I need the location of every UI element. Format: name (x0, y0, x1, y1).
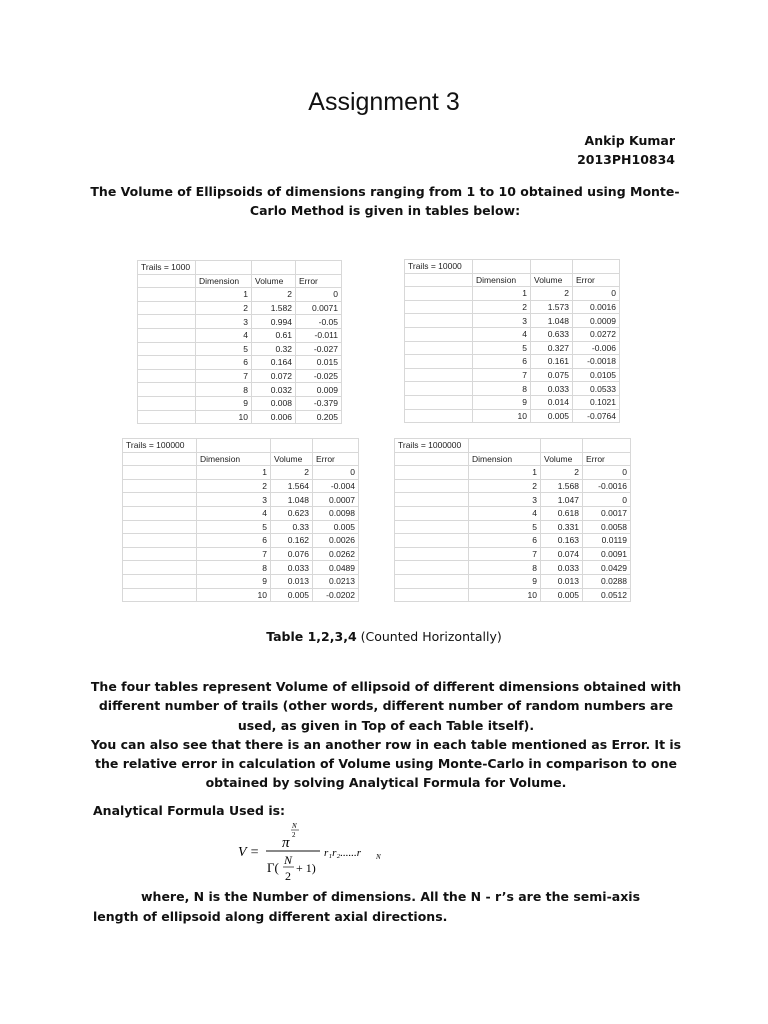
author-name: Ankip Kumar (584, 133, 675, 148)
empty-cell (123, 479, 197, 493)
table-row (138, 328, 342, 342)
table-row (138, 369, 342, 383)
dimension-cell: 8 (469, 561, 541, 575)
volume-cell: 0.005 (271, 588, 313, 602)
error-cell: 0.0489 (313, 561, 359, 575)
volume-cell: 0.013 (541, 574, 583, 588)
empty-cell (296, 261, 342, 275)
volume-cell: 0.005 (541, 588, 583, 602)
column-header: Dimension (196, 274, 252, 288)
volume-cell: 1.568 (541, 479, 583, 493)
dimension-cell: 7 (473, 368, 531, 382)
error-cell: 0.205 (296, 410, 342, 424)
volume-cell: 2 (531, 287, 573, 301)
empty-cell (405, 273, 473, 287)
dimension-cell: 3 (196, 315, 252, 329)
empty-cell (138, 342, 196, 356)
empty-cell (405, 300, 473, 314)
dimension-cell: 5 (197, 520, 271, 534)
trails-label: Trails = 1000 (138, 261, 196, 275)
error-cell: 0.1021 (573, 395, 620, 409)
volume-cell: 0.074 (541, 547, 583, 561)
error-cell: 0.0017 (583, 506, 631, 520)
empty-cell (405, 382, 473, 396)
dimension-cell: 8 (473, 382, 531, 396)
table-row (138, 410, 342, 424)
dimension-cell: 6 (469, 534, 541, 548)
column-header: Dimension (473, 273, 531, 287)
volume-cell: 2 (252, 288, 296, 302)
dimension-cell: 1 (473, 287, 531, 301)
empty-cell (123, 588, 197, 602)
table-title-row (405, 260, 620, 274)
table-header-row (405, 273, 620, 287)
formula-exp-top: N (292, 822, 297, 830)
volume-cell: 1.048 (271, 493, 313, 507)
error-cell: -0.027 (296, 342, 342, 356)
table-row (123, 534, 359, 548)
formula-product-sub: N (376, 853, 381, 861)
table-caption (0, 629, 768, 644)
empty-cell (583, 439, 631, 453)
volume-cell: 0.162 (271, 534, 313, 548)
table-row (123, 547, 359, 561)
error-cell: 0.0272 (573, 327, 620, 341)
trails-label: Trails = 1000000 (395, 439, 469, 453)
explanation (86, 677, 686, 793)
where-text (93, 887, 683, 927)
volume-cell: 0.013 (271, 574, 313, 588)
volume-cell: 0.033 (531, 382, 573, 396)
dimension-cell: 6 (473, 355, 531, 369)
dimension-cell: 7 (196, 369, 252, 383)
dimension-cell: 4 (473, 327, 531, 341)
table-row (405, 341, 620, 355)
column-header: Volume (531, 273, 573, 287)
dimension-cell: 4 (197, 506, 271, 520)
table-row (395, 493, 631, 507)
empty-cell (138, 328, 196, 342)
volume-cell: 0.331 (541, 520, 583, 534)
table-row (123, 574, 359, 588)
page-title: Assignment 3 (308, 88, 460, 116)
empty-cell (138, 356, 196, 370)
formula-lhs: V = (238, 845, 260, 860)
dimension-cell: 4 (469, 506, 541, 520)
table-row (138, 301, 342, 315)
formula-inner-bottom: 2 (285, 869, 291, 883)
table-trails-10000 (404, 259, 620, 423)
empty-cell (197, 439, 271, 453)
dimension-cell: 1 (469, 466, 541, 480)
dimension-cell: 8 (196, 383, 252, 397)
volume-cell: 0.623 (271, 506, 313, 520)
empty-cell (405, 395, 473, 409)
dimension-cell: 9 (469, 574, 541, 588)
volume-cell: 0.076 (271, 547, 313, 561)
column-header: Volume (541, 452, 583, 466)
table-row (138, 396, 342, 410)
table-row (395, 588, 631, 602)
volume-cell: 0.005 (531, 409, 573, 423)
table-row (138, 342, 342, 356)
dimension-cell: 5 (473, 341, 531, 355)
error-cell: -0.0016 (583, 479, 631, 493)
error-cell: -0.379 (296, 396, 342, 410)
volume-cell: 1.582 (252, 301, 296, 315)
empty-cell (395, 574, 469, 588)
empty-cell (405, 409, 473, 423)
volume-cell: 0.072 (252, 369, 296, 383)
dimension-cell: 6 (197, 534, 271, 548)
empty-cell (123, 520, 197, 534)
error-cell: 0.0098 (313, 506, 359, 520)
volume-cell: 0.008 (252, 396, 296, 410)
empty-cell (395, 547, 469, 561)
caption-rest: (Counted Horizontally) (356, 629, 502, 644)
error-cell: 0.0119 (583, 534, 631, 548)
formula-plus-one: + 1) (296, 861, 316, 875)
dimension-cell: 6 (196, 356, 252, 370)
empty-cell (123, 452, 197, 466)
column-header: Dimension (469, 452, 541, 466)
error-cell: 0.0213 (313, 574, 359, 588)
table-row (395, 520, 631, 534)
empty-cell (138, 301, 196, 315)
empty-cell (395, 520, 469, 534)
error-cell: 0.015 (296, 356, 342, 370)
dimension-cell: 2 (197, 479, 271, 493)
volume-cell: 1.047 (541, 493, 583, 507)
table-row (138, 356, 342, 370)
trails-label: Trails = 100000 (123, 439, 197, 453)
empty-cell (405, 314, 473, 328)
error-cell: 0 (583, 493, 631, 507)
dimension-cell: 9 (196, 396, 252, 410)
error-cell: 0.0262 (313, 547, 359, 561)
volume-cell: 0.033 (271, 561, 313, 575)
volume-cell: 1.573 (531, 300, 573, 314)
table-row (405, 368, 620, 382)
table-row (123, 479, 359, 493)
table-row (395, 574, 631, 588)
table-row (395, 561, 631, 575)
table-row (395, 506, 631, 520)
empty-cell (473, 260, 531, 274)
table-row (405, 355, 620, 369)
error-cell: -0.006 (573, 341, 620, 355)
volume-cell: 0.164 (252, 356, 296, 370)
error-cell: -0.025 (296, 369, 342, 383)
dimension-cell: 3 (469, 493, 541, 507)
dimension-cell: 3 (197, 493, 271, 507)
empty-cell (138, 396, 196, 410)
volume-cell: 0.032 (252, 383, 296, 397)
dimension-cell: 3 (473, 314, 531, 328)
volume-cell: 0.327 (531, 341, 573, 355)
dimension-cell: 10 (469, 588, 541, 602)
table-row (123, 561, 359, 575)
error-cell: 0.0026 (313, 534, 359, 548)
table-trails-1000 (137, 260, 342, 424)
empty-cell (138, 369, 196, 383)
table-trails-1000000 (394, 438, 631, 602)
table-row (405, 287, 620, 301)
error-cell: -0.011 (296, 328, 342, 342)
error-cell: 0.0429 (583, 561, 631, 575)
volume-cell: 1.048 (531, 314, 573, 328)
table-header-row (123, 452, 359, 466)
error-cell: 0.005 (313, 520, 359, 534)
empty-cell (123, 493, 197, 507)
volume-cell: 0.163 (541, 534, 583, 548)
error-cell: -0.0018 (573, 355, 620, 369)
empty-cell (138, 383, 196, 397)
error-cell: 0 (573, 287, 620, 301)
volume-cell: 0.161 (531, 355, 573, 369)
error-cell: 0.0071 (296, 301, 342, 315)
paragraph-1: The four tables represent Volume of ellipsoid of different dimensions obtained with different number of trails (other words, different number of random numbers are used, as given in Top of each Table itself). (90, 679, 682, 733)
trails-label: Trails = 10000 (405, 260, 473, 274)
empty-cell (405, 355, 473, 369)
dimension-cell: 10 (473, 409, 531, 423)
table-row (405, 300, 620, 314)
formula-product: r₁r₂......r (324, 847, 361, 859)
table-row (138, 383, 342, 397)
empty-cell (138, 410, 196, 424)
table-row (138, 315, 342, 329)
dimension-cell: 1 (196, 288, 252, 302)
dimension-cell: 4 (196, 328, 252, 342)
error-cell: 0.0091 (583, 547, 631, 561)
dimension-cell: 2 (196, 301, 252, 315)
dimension-cell: 8 (197, 561, 271, 575)
volume-cell: 0.014 (531, 395, 573, 409)
volume-formula (238, 818, 388, 890)
error-cell: 0.0512 (583, 588, 631, 602)
empty-cell (541, 439, 583, 453)
formula-label: Analytical Formula Used is: (93, 803, 286, 818)
empty-cell (395, 493, 469, 507)
error-cell: 0.0007 (313, 493, 359, 507)
volume-cell: 0.32 (252, 342, 296, 356)
where-sentence: where, N is the Number of dimensions. All the N - r’s are the semi-axis length of ellipsoid along different axial directions. (93, 889, 641, 924)
table-row (123, 520, 359, 534)
table-row (405, 382, 620, 396)
paragraph-2: You can also see that there is an another row in each table mentioned as Error. It is the relative error in calculation of Volume using Monte-Carlo in comparison to one obtained by solving Analytical Formula for Volume. (90, 736, 682, 791)
empty-cell (138, 274, 196, 288)
author-id: 2013PH10834 (577, 152, 675, 167)
volume-cell: 0.618 (541, 506, 583, 520)
dimension-cell: 9 (197, 574, 271, 588)
dimension-cell: 5 (469, 520, 541, 534)
volume-cell: 2 (541, 466, 583, 480)
table-row (395, 479, 631, 493)
empty-cell (123, 574, 197, 588)
dimension-cell: 5 (196, 342, 252, 356)
table-row (395, 534, 631, 548)
column-header: Error (573, 273, 620, 287)
formula-exp-bottom: 2 (292, 831, 296, 839)
error-cell: -0.05 (296, 315, 342, 329)
empty-cell (405, 287, 473, 301)
error-cell: 0.0009 (573, 314, 620, 328)
empty-cell (123, 466, 197, 480)
dimension-cell: 2 (469, 479, 541, 493)
table-header-row (138, 274, 342, 288)
column-header: Error (296, 274, 342, 288)
error-cell: 0.0288 (583, 574, 631, 588)
empty-cell (123, 561, 197, 575)
empty-cell (405, 327, 473, 341)
table-row (138, 288, 342, 302)
error-cell: 0 (296, 288, 342, 302)
caption-bold: Table 1,2,3,4 (266, 629, 357, 644)
empty-cell (313, 439, 359, 453)
empty-cell (138, 288, 196, 302)
empty-cell (196, 261, 252, 275)
dimension-cell: 2 (473, 300, 531, 314)
empty-cell (573, 260, 620, 274)
empty-cell (395, 588, 469, 602)
table-row (123, 466, 359, 480)
error-cell: 0.009 (296, 383, 342, 397)
volume-cell: 0.075 (531, 368, 573, 382)
table-row (123, 588, 359, 602)
column-header: Volume (271, 452, 313, 466)
dimension-cell: 10 (196, 410, 252, 424)
empty-cell (531, 260, 573, 274)
table-row (123, 506, 359, 520)
dimension-cell: 9 (473, 395, 531, 409)
error-cell: 0 (583, 466, 631, 480)
error-cell: 0.0105 (573, 368, 620, 382)
empty-cell (123, 547, 197, 561)
formula-inner-top: N (284, 853, 293, 867)
dimension-cell: 10 (197, 588, 271, 602)
table-title-row (138, 261, 342, 275)
dimension-cell: 1 (197, 466, 271, 480)
column-header: Volume (252, 274, 296, 288)
column-header: Error (583, 452, 631, 466)
empty-cell (395, 561, 469, 575)
empty-cell (395, 452, 469, 466)
volume-cell: 1.564 (271, 479, 313, 493)
table-trails-100000 (122, 438, 359, 602)
empty-cell (405, 341, 473, 355)
error-cell: 0.0533 (573, 382, 620, 396)
error-cell: -0.0764 (573, 409, 620, 423)
dimension-cell: 7 (469, 547, 541, 561)
empty-cell (395, 534, 469, 548)
empty-cell (405, 368, 473, 382)
empty-cell (123, 506, 197, 520)
table-row (395, 466, 631, 480)
column-header: Dimension (197, 452, 271, 466)
error-cell: 0.0016 (573, 300, 620, 314)
empty-cell (395, 466, 469, 480)
table-row (405, 327, 620, 341)
error-cell: 0 (313, 466, 359, 480)
volume-cell: 0.61 (252, 328, 296, 342)
volume-cell: 0.33 (271, 520, 313, 534)
empty-cell (469, 439, 541, 453)
table-header-row (395, 452, 631, 466)
column-header: Error (313, 452, 359, 466)
formula-gamma: Γ( (267, 860, 279, 875)
table-title-row (395, 439, 631, 453)
volume-cell: 2 (271, 466, 313, 480)
empty-cell (395, 506, 469, 520)
error-cell: 0.0058 (583, 520, 631, 534)
table-row (405, 395, 620, 409)
intro-text: The Volume of Ellipsoids of dimensions ranging from 1 to 10 obtained using Monte-Carlo Method is given in tables below: (90, 184, 680, 218)
empty-cell (395, 479, 469, 493)
dimension-cell: 7 (197, 547, 271, 561)
empty-cell (271, 439, 313, 453)
error-cell: -0.004 (313, 479, 359, 493)
volume-cell: 0.994 (252, 315, 296, 329)
volume-cell: 0.006 (252, 410, 296, 424)
table-title-row (123, 439, 359, 453)
table-row (405, 314, 620, 328)
table-row (405, 409, 620, 423)
volume-cell: 0.033 (541, 561, 583, 575)
formula-pi: π (282, 835, 290, 851)
table-row (123, 493, 359, 507)
empty-cell (252, 261, 296, 275)
volume-cell: 0.633 (531, 327, 573, 341)
error-cell: -0.0202 (313, 588, 359, 602)
table-row (395, 547, 631, 561)
empty-cell (123, 534, 197, 548)
empty-cell (138, 315, 196, 329)
